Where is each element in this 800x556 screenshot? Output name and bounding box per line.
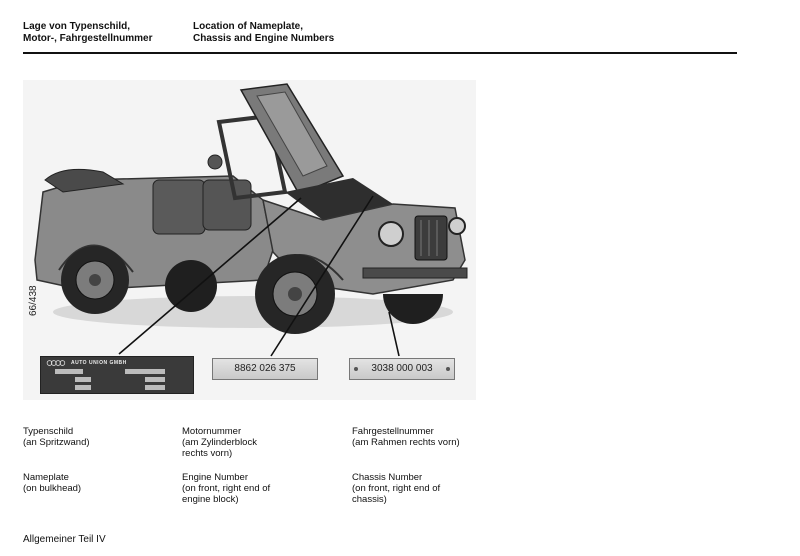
auto-union-rings-icon xyxy=(46,360,66,366)
engine-plate-number: 8862 026 375 xyxy=(234,363,296,374)
chassis-number-plate xyxy=(349,358,455,380)
caption-chassis-en xyxy=(352,472,440,505)
nameplate-row xyxy=(45,385,189,391)
header-de-line2: Motor-, Fahrgestellnummer xyxy=(23,33,153,44)
caption-note: (an Spritzwand) xyxy=(23,437,90,448)
caption-note: (on front, right end of xyxy=(182,483,271,494)
nameplate-title: AUTO UNION GMBH xyxy=(71,360,127,366)
caption-title: Motornummer xyxy=(182,426,242,437)
nameplate-row xyxy=(45,377,189,383)
rear-right-wheel-graphic xyxy=(165,260,217,312)
caption-note: chassis) xyxy=(352,494,387,505)
header-german xyxy=(23,21,152,45)
caption-note: (on front, right end of xyxy=(352,483,441,494)
caption-title: Typenschild xyxy=(23,426,74,437)
header-rule xyxy=(23,52,737,54)
rivet-icon xyxy=(354,367,358,371)
caption-typeplate-en xyxy=(23,472,81,494)
nameplate-plate xyxy=(40,356,194,394)
caption-title: Fahrgestellnummer xyxy=(352,426,434,437)
caption-title: Engine Number xyxy=(182,472,249,483)
caption-chassis-de xyxy=(352,426,460,448)
caption-title: Chassis Number xyxy=(352,472,423,483)
front-left-wheel-graphic xyxy=(255,254,335,334)
caption-engine-de xyxy=(182,426,257,459)
photo-code: 66/438 xyxy=(28,285,39,316)
header-english xyxy=(193,21,334,45)
header-en-line2: Chassis and Engine Numbers xyxy=(193,33,335,44)
caption-note: (am Zylinderblock xyxy=(182,437,257,448)
caption-note: rechts vorn) xyxy=(182,448,233,459)
caption-note: (am Rahmen rechts vorn) xyxy=(352,437,460,448)
caption-note: engine block) xyxy=(182,494,239,505)
nameplate-row xyxy=(45,369,189,375)
vehicle-photo xyxy=(23,80,476,400)
header-en-line1: Location of Nameplate, xyxy=(193,21,304,32)
page-footer: Allgemeiner Teil IV xyxy=(23,534,106,545)
rivet-icon xyxy=(446,367,450,371)
jeep-illustration xyxy=(23,80,476,400)
engine-number-plate xyxy=(212,358,318,380)
rear-left-wheel-graphic xyxy=(61,246,129,314)
caption-note: (on bulkhead) xyxy=(23,483,82,494)
caption-title: Nameplate xyxy=(23,472,69,483)
caption-typeplate-de xyxy=(23,426,90,448)
header-de-line1: Lage von Typenschild, xyxy=(23,21,131,32)
caption-engine-en xyxy=(182,472,270,505)
chassis-plate-number: 3038 000 003 xyxy=(371,363,433,374)
